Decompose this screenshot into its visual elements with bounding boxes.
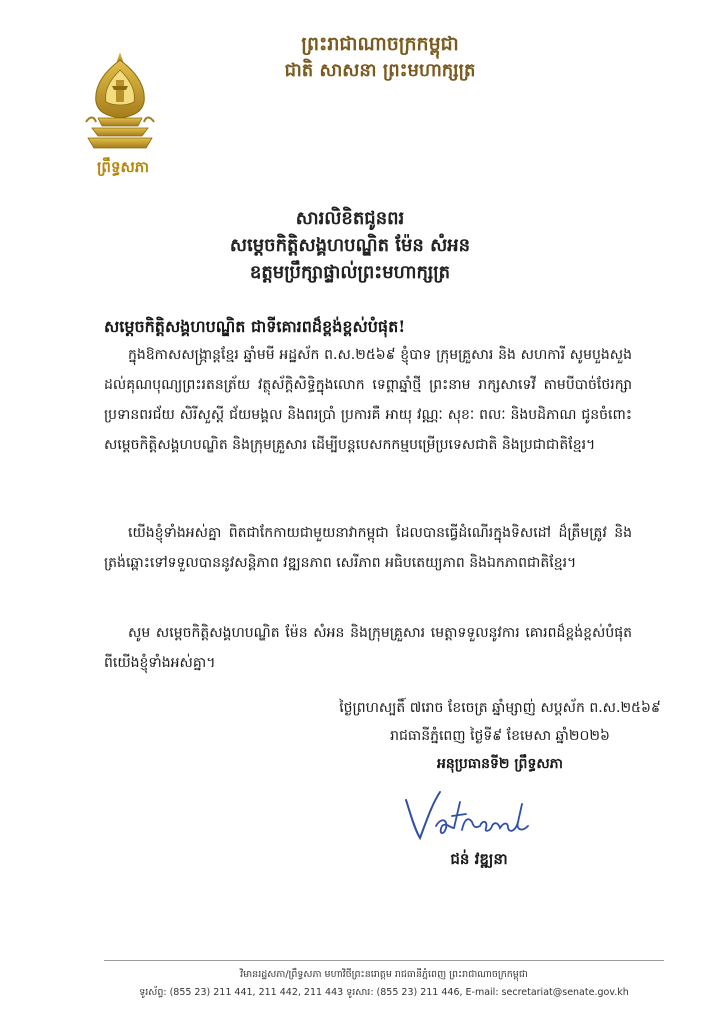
footer xyxy=(104,966,664,1002)
letter-title xyxy=(150,205,550,286)
footer-divider xyxy=(104,960,664,961)
title-line-3: ឧត្តមប្រឹក្សាផ្ទាល់ព្រះមហាក្សត្រ xyxy=(249,262,451,283)
date-solar: រាជធានីភ្នំពេញ ថ្ងៃទី៩ ខែមេសា ឆ្នាំ២០២៦ xyxy=(390,728,610,744)
signer-name: ជន់ វឌ្ឍនា xyxy=(450,850,508,868)
paragraph-nation: យើងខ្ញុំទាំងអស់គ្នា ពិតជាកែកាយជាមួយនាវាកម្ពុជា ដែលបានធ្វើដំណើរក្នុងទិសដៅ ដ៏ត្រឹមត្រូវ និងត្រង់ឆ្ពោះទៅទទួលបាននូវសន្តិភាព វឌ្ឍនភាព សេរីភាព អធិបតេយ្យភាព និងឯកភាពជាតិខ្មែរ។ xyxy=(104,525,632,571)
salutation: សម្ដេចកិត្តិសង្គហបណ្ឌិត ជាទីគោរពដ៏ខ្ពង់ខ្ពស់បំផុត! xyxy=(104,317,406,336)
national-motto xyxy=(230,30,530,84)
footer-contact: ទូរស័ព្ទ: (855 23) 211 441, 211 442, 211 443 ទូរសារ: (855 23) 211 446, E-mail: secretariat@senate.gov.kh xyxy=(139,987,629,998)
paragraph-closing: សូម សម្ដេចកិត្តិសង្គហបណ្ឌិត ម៉ែន សំអន និងក្រុមគ្រួសារ មេត្តាទទួលនូវការ គោរពដ៏ខ្ពង់ខ្ពស់បំផុត ពីយើងខ្ញុំទាំងអស់គ្នា។ xyxy=(104,625,632,671)
title-line-2: សម្តេចកិត្តិសង្គហបណ្ឌិត ម៉ែន សំអន xyxy=(229,235,471,256)
title-line-1: សារលិខិតជូនពរ xyxy=(295,208,405,229)
paragraph-blessing: ក្នុងឱកាសសង្ក្រាន្តខ្មែរ ឆ្នាំមមី អដ្ឋស័ក ព.ស.២៥៦៩ ខ្ញុំបាទ ក្រុមគ្រួសារ និង សហការី សូមបួងសួងដល់គុណបុណ្យព្រះរតនត្រ័យ វត្ថុស័ក្តិសិទ្ធិក្នុងលោក ទេព្តាឆ្នាំថ្មី ព្រះនាម រាក្សសាទេវី តាមបីបាច់ថែរក្សា ប្រទានពរជ័យ សិរីសួស្តី ជ័យមង្គល និងពរប្រាំ ប្រការគឺ អាយុ វណ្ណៈ សុខៈ ពលៈ និងបដិភាណ ជូនចំពោះ សម្ដេចកិត្តិសង្គហបណ្ឌិត និងក្រុមគ្រួសារ ដើម្បីបន្តបេសកកម្មបម្រើប្រទេសជាតិ និងប្រជាជាតិខ្មែរ។ xyxy=(104,347,632,453)
date-block xyxy=(330,694,670,778)
handwritten-signature xyxy=(396,782,546,852)
date-lunar: ថ្ងៃព្រហស្បតិ៍ ៧រោច ខែចេត្រ ឆ្នាំម្សាញ់ សប្តស័ក ព.ស.២៥៦៩ xyxy=(339,700,661,716)
senate-emblem-icon xyxy=(84,50,156,156)
footer-address: វិមានរដ្ឋសភា/ព្រឹទ្ធសភា មហាវិថីព្រះនរោត្តម រាជធានីភ្នំពេញ ព្រះរាជាណាចក្រកម្ពុជា xyxy=(240,969,528,980)
motto-slogan: ជាតិ សាសនា ព្រះមហាក្សត្រ xyxy=(284,60,476,81)
signer-role: អនុប្រធានទី២ ព្រឹទ្ធសភា xyxy=(436,756,563,772)
org-name: ព្រឹទ្ធសភា xyxy=(96,158,150,176)
motto-kingdom: ព្រះរាជាណាចក្រកម្ពុជា xyxy=(301,33,459,55)
